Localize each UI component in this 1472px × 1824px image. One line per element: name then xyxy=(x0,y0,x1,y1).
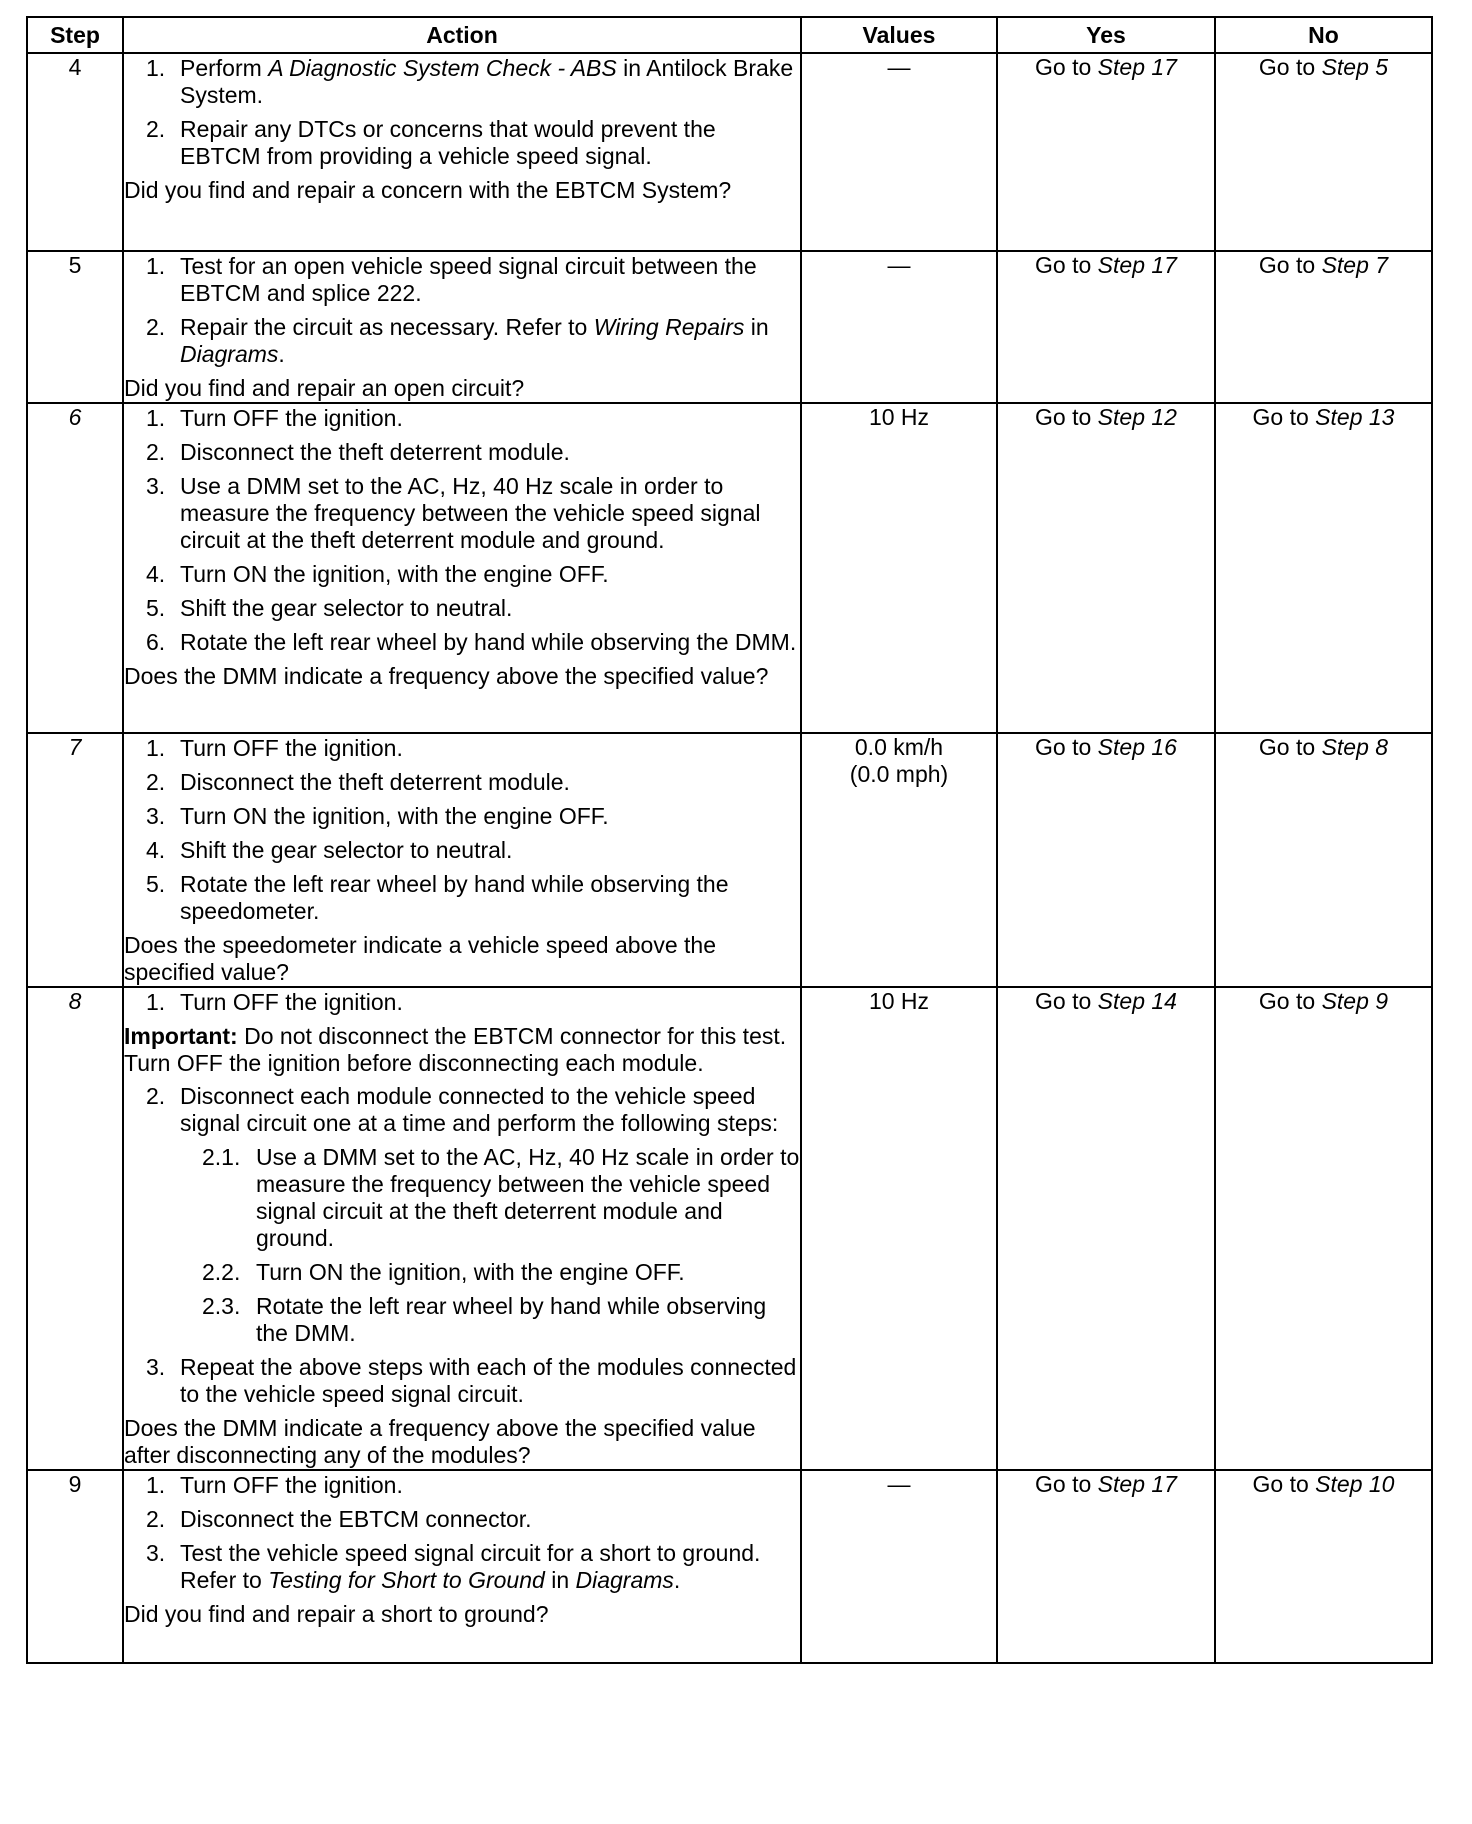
action-item-text xyxy=(180,989,800,1016)
action-list xyxy=(124,253,800,402)
value-text: 0.0 km/h xyxy=(854,734,944,760)
text-segment: Disconnect the theft deterrent module. xyxy=(180,439,570,465)
action-cell xyxy=(123,251,801,403)
action-list xyxy=(124,405,800,690)
action-item-number: 2.1. xyxy=(202,1144,241,1170)
action-item xyxy=(124,803,800,830)
goto-prefix: Go to xyxy=(1035,988,1098,1014)
goto-step: Step 12 xyxy=(1097,404,1177,430)
header-action: Action xyxy=(123,17,801,53)
action-item-number: 3. xyxy=(146,803,166,829)
text-segment: Disconnect the EBTCM connector. xyxy=(180,1506,532,1532)
table-row xyxy=(27,403,1432,733)
note-text: Do not disconnect the EBTCM connector for this test. Turn OFF the ignition before disconnecting each module. xyxy=(124,1023,787,1076)
action-item-text xyxy=(256,1144,800,1252)
action-item xyxy=(124,735,800,762)
text-segment: Shift the gear selector to neutral. xyxy=(180,837,513,863)
step-number: 6 xyxy=(27,403,123,733)
table-body xyxy=(27,53,1432,1663)
no-cell xyxy=(1215,251,1432,403)
action-item xyxy=(124,595,800,622)
goto-prefix: Go to xyxy=(1035,1471,1098,1497)
action-item-number: 2. xyxy=(146,314,166,340)
action-item-number: 1. xyxy=(146,405,166,431)
text-segment: Turn OFF the ignition. xyxy=(180,405,403,431)
values-cell xyxy=(801,987,997,1470)
text-segment: in Antilock Brake System. xyxy=(180,55,794,108)
text-segment: Turn ON the ignition, with the engine OFF. xyxy=(180,561,609,587)
goto-step: Step 17 xyxy=(1097,54,1177,80)
text-segment: . xyxy=(278,341,285,367)
goto-step: Step 9 xyxy=(1321,988,1389,1014)
reference-text: A Diagnostic System Check - ABS xyxy=(268,55,617,81)
action-item xyxy=(124,871,800,925)
yes-cell xyxy=(997,53,1215,251)
goto-step: Step 5 xyxy=(1321,54,1389,80)
action-item-text xyxy=(180,1472,800,1499)
goto-step: Step 16 xyxy=(1097,734,1177,760)
action-item-number: 3. xyxy=(146,1540,166,1566)
table-row xyxy=(27,251,1432,403)
action-item-text xyxy=(180,253,800,307)
action-list xyxy=(124,55,800,204)
action-item-text xyxy=(180,405,800,432)
text-segment: in xyxy=(744,314,769,340)
action-item-text xyxy=(180,314,800,368)
text-segment: Use a DMM set to the AC, Hz, 40 Hz scale in order to measure the frequency between the vehicle speed signal circuit at the theft deterrent module and ground. xyxy=(180,473,761,553)
note-label: Important: xyxy=(124,1023,238,1049)
action-item-number: 2.3. xyxy=(202,1293,241,1319)
action-item xyxy=(124,405,800,432)
goto-step: Step 7 xyxy=(1321,252,1389,278)
action-item xyxy=(124,989,800,1016)
action-item-number: 3. xyxy=(146,473,166,499)
text-segment: Turn OFF the ignition. xyxy=(180,1472,403,1498)
step-number: 9 xyxy=(27,1470,123,1663)
goto-prefix: Go to xyxy=(1252,1471,1316,1497)
action-item-number: 5. xyxy=(146,595,166,621)
action-item-number: 1. xyxy=(146,253,166,279)
action-item xyxy=(124,116,800,170)
action-item-number: 1. xyxy=(146,735,166,761)
goto-step: Step 13 xyxy=(1315,404,1395,430)
action-item xyxy=(124,1144,800,1252)
text-segment: Repair the circuit as necessary. Refer to xyxy=(180,314,594,340)
action-item-text xyxy=(180,595,800,622)
text-segment: Disconnect each module connected to the vehicle speed signal circuit one at a time and perform the following steps: xyxy=(180,1083,779,1136)
action-item-number: 3. xyxy=(146,1354,166,1380)
action-item-number: 1. xyxy=(146,55,166,81)
action-item xyxy=(124,837,800,864)
value-text: — xyxy=(887,54,911,80)
action-question: Does the DMM indicate a frequency above the specified value? xyxy=(124,663,769,689)
text-segment: Test for an open vehicle speed signal circuit between the EBTCM and splice 222. xyxy=(180,253,757,306)
action-item xyxy=(124,561,800,588)
text-segment: Repair any DTCs or concerns that would prevent the EBTCM from providing a vehicle speed signal. xyxy=(180,116,716,169)
action-item-number: 2.2. xyxy=(202,1259,241,1285)
header-values: Values xyxy=(801,17,997,53)
text-segment: Turn ON the ignition, with the engine OFF. xyxy=(180,803,609,829)
values-cell xyxy=(801,403,997,733)
action-list xyxy=(124,1472,800,1628)
action-item-text xyxy=(180,1354,800,1408)
yes-cell xyxy=(997,733,1215,987)
action-item xyxy=(124,769,800,796)
values-cell xyxy=(801,251,997,403)
action-item-number: 2. xyxy=(146,116,166,142)
action-item-number: 2. xyxy=(146,1083,166,1109)
action-item-text xyxy=(180,629,800,656)
important-note xyxy=(124,1023,800,1077)
action-item-text xyxy=(180,439,800,466)
action-question: Did you find and repair a concern with the EBTCM System? xyxy=(124,177,732,203)
goto-prefix: Go to xyxy=(1035,54,1098,80)
action-item-text xyxy=(180,1540,800,1594)
reference-text: Wiring Repairs xyxy=(593,314,745,340)
no-cell xyxy=(1215,733,1432,987)
action-cell xyxy=(123,733,801,987)
action-item-number: 4. xyxy=(146,837,166,863)
action-item xyxy=(124,1259,800,1286)
goto-prefix: Go to xyxy=(1252,404,1316,430)
step-number: 5 xyxy=(27,251,123,403)
header-yes: Yes xyxy=(997,17,1215,53)
text-segment: Disconnect the theft deterrent module. xyxy=(180,769,570,795)
action-item-number: 2. xyxy=(146,439,166,465)
text-segment: Shift the gear selector to neutral. xyxy=(180,595,513,621)
goto-prefix: Go to xyxy=(1258,988,1322,1014)
text-segment: . xyxy=(673,1567,681,1593)
values-cell xyxy=(801,53,997,251)
yes-cell xyxy=(997,1470,1215,1663)
reference-text: Diagrams xyxy=(180,341,279,367)
text-segment: Turn ON the ignition, with the engine OFF. xyxy=(256,1259,685,1285)
action-item xyxy=(124,1472,800,1499)
action-item-number: 1. xyxy=(146,1472,166,1498)
action-cell xyxy=(123,53,801,251)
action-item xyxy=(124,314,800,368)
action-item xyxy=(124,253,800,307)
diagnostic-table xyxy=(26,16,1433,1664)
action-item xyxy=(124,1354,800,1408)
action-item-text xyxy=(180,1083,800,1137)
yes-cell xyxy=(997,251,1215,403)
action-item-text xyxy=(180,1506,800,1533)
goto-prefix: Go to xyxy=(1258,54,1322,80)
action-item xyxy=(124,439,800,466)
action-item xyxy=(124,1506,800,1533)
action-item xyxy=(124,1293,800,1347)
goto-step: Step 14 xyxy=(1097,988,1177,1014)
action-item xyxy=(124,473,800,554)
no-cell xyxy=(1215,53,1432,251)
action-item-text xyxy=(180,837,800,864)
value-text: — xyxy=(887,1471,911,1497)
reference-text: Testing for Short to Ground xyxy=(268,1567,545,1593)
action-item-text xyxy=(256,1259,800,1286)
goto-prefix: Go to xyxy=(1258,734,1322,760)
action-item-text xyxy=(180,803,800,830)
action-item-number: 5. xyxy=(146,871,166,897)
step-number: 4 xyxy=(27,53,123,251)
yes-cell xyxy=(997,403,1215,733)
text-segment: Rotate the left rear wheel by hand while observing the DMM. xyxy=(256,1293,767,1346)
table-row xyxy=(27,733,1432,987)
action-cell xyxy=(123,987,801,1470)
text-segment: Repeat the above steps with each of the modules connected to the vehicle speed signal circuit. xyxy=(180,1354,797,1407)
no-cell xyxy=(1215,1470,1432,1663)
text-segment: Rotate the left rear wheel by hand while observing the DMM. xyxy=(180,629,797,655)
action-cell xyxy=(123,403,801,733)
goto-step: Step 17 xyxy=(1097,252,1177,278)
text-segment: Turn OFF the ignition. xyxy=(180,735,403,761)
action-question: Did you find and repair a short to ground? xyxy=(124,1601,549,1627)
no-cell xyxy=(1215,987,1432,1470)
action-item-number: 6. xyxy=(146,629,166,655)
value-text: (0.0 mph) xyxy=(849,761,949,787)
text-segment: Rotate the left rear wheel by hand while observing the speedometer. xyxy=(180,871,729,924)
goto-prefix: Go to xyxy=(1035,404,1098,430)
goto-prefix: Go to xyxy=(1258,252,1322,278)
action-question: Did you find and repair an open circuit? xyxy=(124,375,525,401)
action-item-text xyxy=(180,769,800,796)
value-text: 10 Hz xyxy=(868,988,930,1014)
action-item-text xyxy=(180,871,800,925)
action-item-number: 2. xyxy=(146,769,166,795)
action-item xyxy=(124,1083,800,1137)
value-text: 10 Hz xyxy=(868,404,930,430)
action-list xyxy=(124,989,800,1469)
action-item xyxy=(124,629,800,656)
goto-step: Step 10 xyxy=(1315,1471,1395,1497)
text-segment: Turn OFF the ignition. xyxy=(180,989,403,1015)
table-row xyxy=(27,1470,1432,1663)
action-item-number: 2. xyxy=(146,1506,166,1532)
action-item xyxy=(124,1540,800,1594)
no-cell xyxy=(1215,403,1432,733)
action-item-text xyxy=(180,473,800,554)
value-text: — xyxy=(887,252,911,278)
yes-cell xyxy=(997,987,1215,1470)
action-item-text xyxy=(180,116,800,170)
action-item xyxy=(124,55,800,109)
table-row xyxy=(27,53,1432,251)
action-item-text xyxy=(256,1293,800,1347)
text-segment: Perform xyxy=(180,55,269,81)
values-cell xyxy=(801,1470,997,1663)
action-item-number: 4. xyxy=(146,561,166,587)
action-list xyxy=(124,735,800,986)
goto-step: Step 8 xyxy=(1321,734,1389,760)
reference-text: Diagrams xyxy=(575,1567,674,1593)
goto-step: Step 17 xyxy=(1097,1471,1177,1497)
action-item-text xyxy=(180,735,800,762)
goto-prefix: Go to xyxy=(1035,734,1098,760)
action-item-text xyxy=(180,55,800,109)
action-question: Does the speedometer indicate a vehicle speed above the specified value? xyxy=(124,932,717,985)
text-segment: in xyxy=(544,1567,576,1593)
goto-prefix: Go to xyxy=(1035,252,1098,278)
header-row xyxy=(27,17,1432,53)
table-row xyxy=(27,987,1432,1470)
text-segment: Use a DMM set to the AC, Hz, 40 Hz scale in order to measure the frequency between the vehicle speed signal circuit at the theft deterrent module and ground. xyxy=(256,1144,800,1251)
action-item-number: 1. xyxy=(146,989,166,1015)
step-number: 8 xyxy=(27,987,123,1470)
action-cell xyxy=(123,1470,801,1663)
text-segment: Test the vehicle speed signal circuit for a short to ground. Refer to xyxy=(180,1540,761,1593)
header-step: Step xyxy=(27,17,123,53)
values-cell xyxy=(801,733,997,987)
action-question: Does the DMM indicate a frequency above the specified value after disconnecting any of the modules? xyxy=(124,1415,756,1468)
header-no: No xyxy=(1215,17,1432,53)
step-number: 7 xyxy=(27,733,123,987)
action-item-text xyxy=(180,561,800,588)
